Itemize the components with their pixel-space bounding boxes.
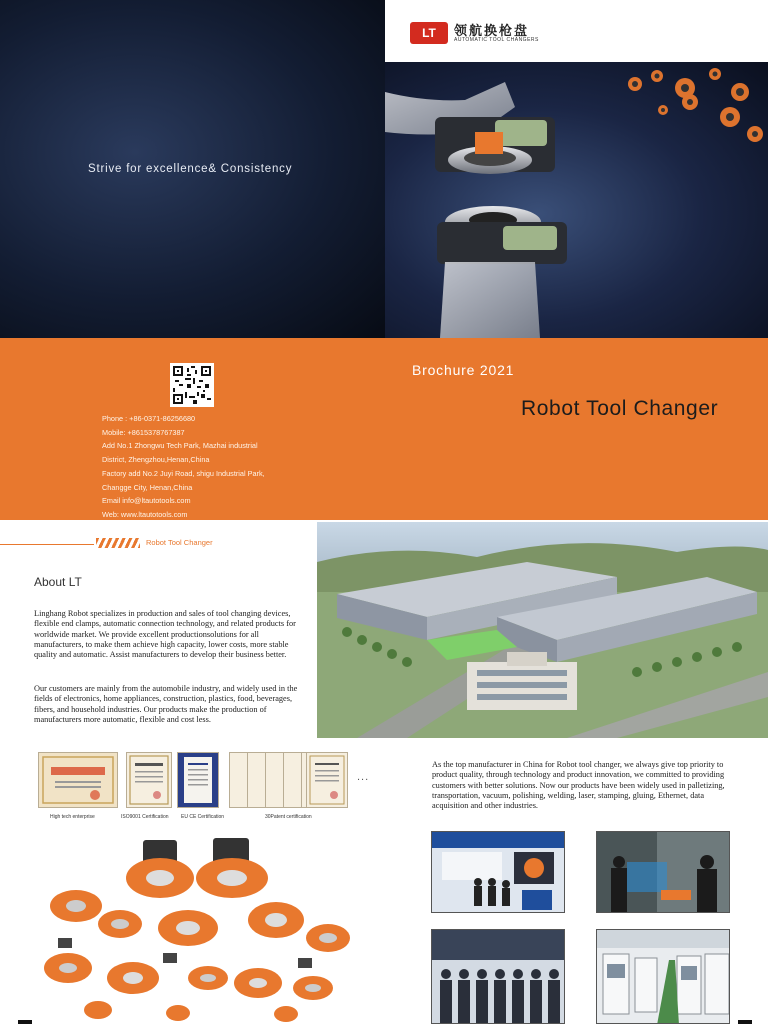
- robot-tool-changer-illustration: [385, 62, 768, 338]
- logo-badge: LT: [410, 22, 448, 44]
- contact-info: [102, 412, 265, 522]
- section-stripes-icon: [96, 538, 140, 548]
- crop-mark-right: [738, 1020, 752, 1024]
- logo-chinese-name: 领航换枪盘: [454, 23, 530, 38]
- certificate-eu-ce: [177, 752, 219, 808]
- factory-aerial-photo: [317, 522, 768, 738]
- caption-eu-ce: EU CE Certification: [181, 814, 225, 820]
- contact-mobile: Mobile: +8615378767387: [102, 427, 185, 437]
- contact-factory-line2: Changge City, Henan,China: [102, 482, 193, 492]
- exhibition-booth-photo: [431, 831, 565, 913]
- section-divider-line: [0, 544, 94, 545]
- cover-robot-photo: [385, 62, 768, 338]
- contact-address-line1: Add No.1 Zhongwu Tech Park, Mazhai industrial: [102, 441, 258, 451]
- contact-factory-line1: Factory add No.2 Juyi Road, shigu Industrial Park,: [102, 468, 265, 478]
- product-assortment-image: [38, 828, 358, 1024]
- crop-mark-left: [18, 1020, 32, 1024]
- team-photo-illustration: [432, 930, 565, 1024]
- brochure-label: Brochure 2021: [412, 362, 515, 378]
- qr-code[interactable]: [170, 363, 214, 407]
- certificate-ce-icon: [178, 753, 218, 807]
- factory-visit-photo: [596, 831, 730, 913]
- certificate-high-tech-icon: [39, 753, 117, 807]
- about-paragraph-2: Our customers are mainly from the automobile industry, and widely used in the fields of electronics, home appliances, construction, plastics, food, beverages, fibers, and household industries. Our products make the production of manufacturers more automatic, flexible and cost less.: [34, 684, 298, 724]
- factory-visit-illustration: [597, 832, 730, 913]
- contact-address-line2: District, Zhengzhou,Henan,China: [102, 455, 210, 465]
- certificate-iso9001: [126, 752, 172, 808]
- about-title: About LT: [34, 575, 82, 589]
- product-title: Robot Tool Changer: [521, 397, 719, 420]
- workshop-illustration: [597, 930, 730, 1024]
- certificate-high-tech: [38, 752, 118, 808]
- about-paragraph-1: Linghang Robot specializes in production and sales of tool changing devices, flexible end clamps, automatic connection technology, and related products for worldwide market. We provide excellent productionsolutions for all manufacturers, to make them achieve high capacity, lower costs, more stable quality and automatic. Assist manufacturers to develop their business better.: [34, 609, 296, 660]
- caption-high-tech: High tech enterprise: [50, 814, 95, 820]
- caption-iso9001: ISO9001 Certification: [121, 814, 169, 820]
- patent-certificate-6: [306, 752, 348, 808]
- factory-illustration: [317, 522, 768, 738]
- company-statement: As the top manufacturer in China for Robot tool changer, we always give top priority to product quality, through technology and product innovation, we committed to providing customers with better solutions. Now our products have been widely used in palletizing, transportation, vacuum, polishing, welding, laser, stamping, gluing, Ethernet, data acquisition and other industries.: [432, 760, 725, 811]
- qr-code-icon: [173, 366, 211, 404]
- patent-certificate-icon: [307, 753, 347, 807]
- contact-web[interactable]: Web: www.ltautotools.com: [102, 509, 188, 519]
- contact-email[interactable]: Email info@ltautotools.com: [102, 496, 191, 506]
- team-group-photo: [431, 929, 565, 1024]
- cover-tagline: Strive for excellence& Consistency: [88, 163, 293, 175]
- contact-phone: Phone : +86-0371-86256680: [102, 414, 196, 423]
- more-certificates-ellipsis: ...: [357, 771, 370, 783]
- section-label: Robot Tool Changer: [146, 538, 213, 547]
- company-logo: [410, 18, 550, 48]
- exhibition-photo-illustration: [432, 832, 565, 913]
- certificate-iso-icon: [127, 753, 171, 807]
- workshop-machines-photo: [596, 929, 730, 1024]
- logo-english-name: AUTOMATIC TOOL CHANGERS: [454, 37, 539, 43]
- tool-changers-illustration: [38, 828, 358, 1024]
- caption-patent: 30Patent certification: [265, 814, 312, 820]
